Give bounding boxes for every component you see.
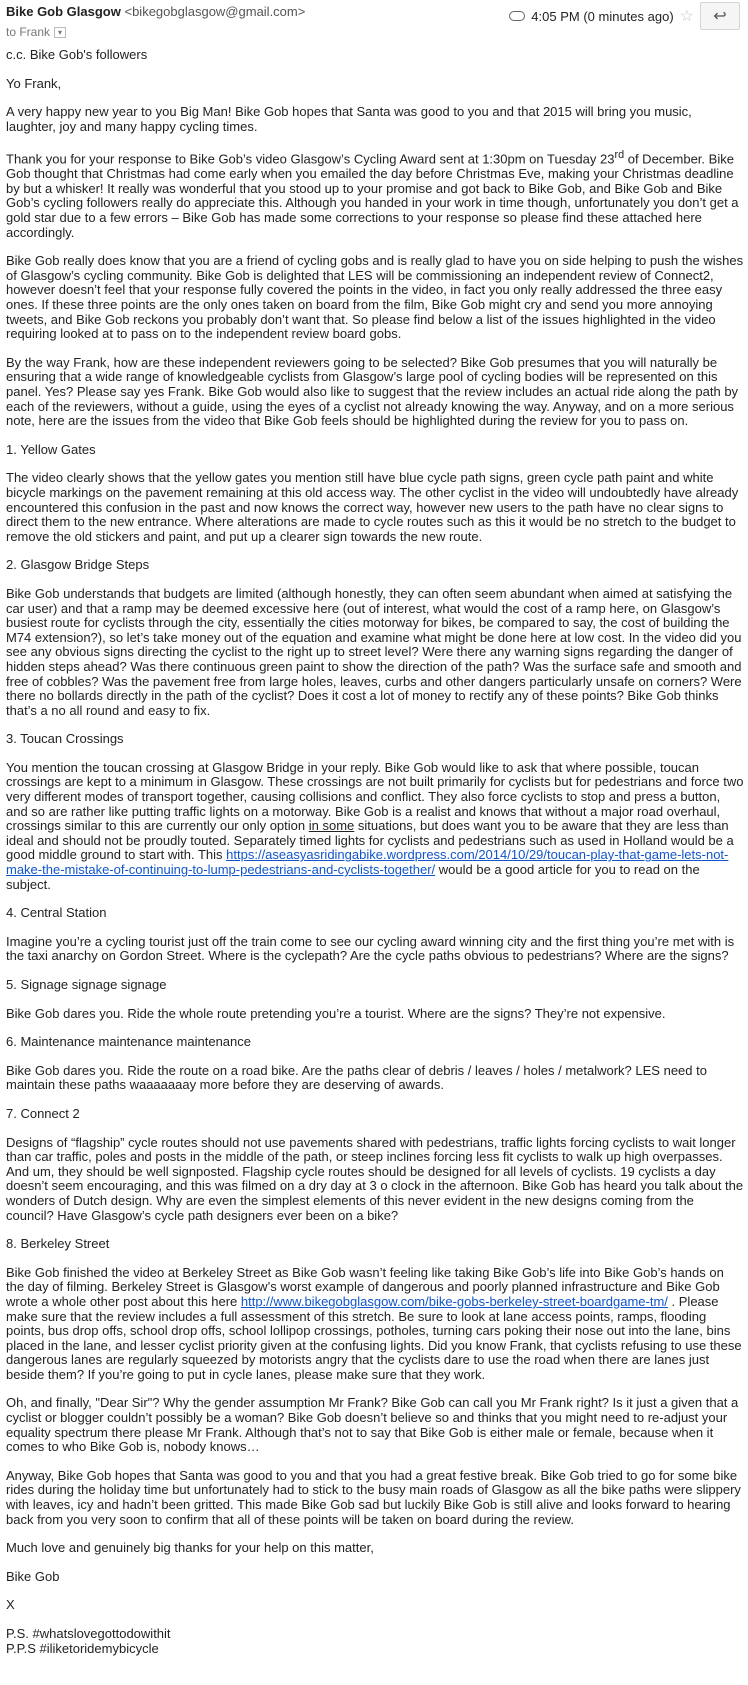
message-body — [6, 48, 744, 1656]
paragraph-6: Anyway, Bike Gob hopes that Santa was good to you and that you had a great festive break. Bike Gob tried to go for some bike rides during the holiday time but unfortunately had to stick to the busy main roads of Glasgow as all the bike paths were slippery with leaves, icy and hadn’t been gritted. This made Bike Gob sad but luckily Bike Gob is still alive and looks forward to hearing back from you very soon to confirm that all of these points will be taken on board during the review. — [6, 1467, 741, 1527]
paragraph-2-start: Thank you for your response to Bike Gob’s video Glasgow’s Cycling Award sent at 1:30pm on Tuesday 23 — [6, 151, 615, 167]
details-dropdown-icon[interactable]: ▾ — [54, 27, 66, 38]
section-text-3-b: situations, but does want you to be aware that they are less than ideal and should not be proudly touted. Separately timed lights for cyclists and pedestrians such as used in Holland would be a good middle ground to start with. This — [6, 818, 734, 863]
section-text-6: Bike Gob dares you. Ride the route on a road bike. Are the paths clear of debris / leaves / holes / metalwork? LES need to maintain these paths waaaaaaay more before they are deserving of awards. — [6, 1062, 707, 1093]
section-text-3-c: would be a good article for you to read on the subject. — [6, 862, 700, 892]
sign-off-line: Much love and genuinely big thanks for your help on this matter, — [6, 1540, 374, 1556]
timestamp: 4:05 PM (0 minutes ago) — [531, 8, 674, 24]
section-text-3-a: You mention the toucan crossing at Glasgow Bridge in your reply. Bike Gob would like to ask that where possible, toucan crossings are kept to a minimum in Glasgow. These crossings are not built primarily for cyclists but for pedestrians and force two very different modes of transport together, causing collisions and conflict. They also force cyclists to stop and press a button, and so are rather like putting traffic lights on a motorway. Bike Gob is a realist and knows that without a major road overhaul, crossings similar to this are currently our only option — [6, 759, 744, 834]
toucan-article-link[interactable]: https://aseasyasridingabike.wordpress.com/2014/10/29/toucan-play-that-game-lets-not-make-the-mistake-of-continuing-to-lump-pedestrians-and-cyclists-together/ — [6, 847, 729, 878]
reply-button[interactable] — [700, 2, 740, 30]
sender-name[interactable]: Bike Gob Glasgow — [6, 4, 121, 19]
paragraph-2-end: of December. Bike Gob thought that Christmas had come early when you emailed the day before Christmas Eve, making your Christmas deadline by but a whisker! It really was wonderful that you stood up to your promise and got back to Bike Gob, and Bike Gob and Bike Gob’s cycling followers really do appreciate this. Although you handed in your work in time though, unfortunately you don’t get a gold star due to a few errors – Bike Gob has made some corrections to your response so please find these attached here accordingly. — [6, 151, 739, 240]
star-icon[interactable]: ☆ — [679, 8, 694, 25]
sender-email: <bikegobglasgow@gmail.com> — [124, 4, 306, 19]
greeting: Yo Frank, — [6, 75, 62, 91]
section-heading-6: 6. Maintenance maintenance maintenance — [6, 1034, 251, 1050]
recipient-line — [6, 25, 66, 39]
kiss: X — [6, 1597, 15, 1613]
section-text-5: Bike Gob dares you. Ride the whole route pretending you’re a tourist. Where are the signs? They’re not expensive. — [6, 1005, 666, 1021]
section-heading-5: 5. Signage signage signage — [6, 977, 167, 993]
section-text-8 — [6, 1266, 744, 1383]
section-text-8-b: . Please make sure that the review includes a full assessment of this stretch. Be sure to look at lane access points, ramps, flooding points, bus drop offs, school drop offs, school lollipop crossings, potholes, turning cars poking their nose out into the lane, bins placed in the lane, and lesser cyclist priority given at the confusing lights. Did you know Frank, that cyclists refusing to use these dangerous lanes are regularly squeezed by motorists angry that the cyclists dare to use the road when there are lanes just beside them? If you’re going to put in cycle lanes, please make sure that they work. — [6, 1293, 742, 1382]
section-heading-3: 3. Toucan Crossings — [6, 731, 124, 747]
header-actions — [509, 2, 740, 30]
postscript-1: P.S. #whatslovegottodowithit — [6, 1626, 171, 1642]
paragraph-5: Oh, and finally, "Dear Sir"? Why the gender assumption Mr Frank? Bike Gob can call you Mr Frank right? Is it just a given that a cyclist or blogger couldn’t possibly be a woman? Bike Gob doesn’t believe so and thinks that you might need to re-adjust your equality spectrum there please Mr Frank. Although that’s not to say that Bike Gob is either male or female, because when it comes to who Bike Gob is, nobody knows… — [6, 1395, 739, 1455]
section-text-2: Bike Gob understands that budgets are limited (although honestly, they can often seem abundant when aimed at satisfying the car user) and that a ramp may be deemed excessive here (out of interest, what would the cost of a ramp here, on Glasgow’s busiest route for cyclists through the city, essentially the cities motorway for bikes, be compared to say, the cost of building the M74 extension?), so let’s take money out of the equation and examine what might be done here at low cost. In the video did you see any obvious signs directing the cyclist to the right up to street level? Were there any warning signs regarding the danger of hidden steps ahead? Was there continuous green paint to show the direction of the path? Was the surface safe and smooth and free of cobbles? Was the pavement free from large holes, leaves, curbs and other dangers particularly unsafe on corners? Were there no bollards directly in the path of the cyclist? Does it cost a lot of money to rectify any of these points? Bike Gob thinks that’s a no all round and easy to fix. — [6, 585, 742, 718]
signature: Bike Gob — [6, 1568, 60, 1584]
section-heading-4: 4. Central Station — [6, 905, 107, 921]
attachment-icon — [509, 11, 525, 21]
underlined-text: in some — [308, 818, 355, 834]
section-text-8-a: Bike Gob finished the video at Berkeley Street as Bike Gob wasn’t feeling like taking Bike Gob’s life into Bike Gob’s hands on the day of filming. Berkeley Street is Glasgow’s worst example of dangerous and poorly planned infrastructure and Bike Gob wrote a whole other post about this here — [6, 1264, 724, 1309]
message-header — [0, 0, 748, 44]
section-text-7: Designs of “flagship” cycle routes should not use pavements shared with pedestrians, traffic lights forcing cyclists to wait longer than car traffic, poles and posts in the middle of the path, or steep inclines forcing less fit cyclists to walk up high overpasses. And um, they should be well signposted. Flagship cycle routes should be designed for all levels of cyclists. 19 cyclists a day doesn’t seem encouraging, and this was filmed on a dry day at 3 o clock in the afternoon. Bike Gob has heard you talk about the wonders of Dutch design. Why are even the simplest elements of this never evident in the new designs coming from the council? Have Glasgow’s cycle path designers ever been on a bike? — [6, 1134, 744, 1223]
paragraph-1: A very happy new year to you Big Man! Bike Gob hopes that Santa was good to you and that 2015 will bring you music, laughter, joy and many happy cycling times. — [6, 104, 692, 134]
section-text-1: The video clearly shows that the yellow gates you mention still have blue cycle path signs, green cycle path paint and white bicycle markings on the pavement remaining at this old access way. The other cyclist in the video will undoubtedly have already encountered this confusion in the past and now knows the correct way, however new users to the path have no clear signs to direct them to the new entrance. Where alterations are made to cycle routes such as this it would be no stretch to the budget to remove the old stickers and paint, and put up a clearer sign towards the new route. — [6, 470, 739, 544]
reply-icon: ↩ — [713, 8, 727, 25]
berkeley-street-link[interactable]: http://www.bikegobglasgow.com/bike-gobs-berkeley-street-boardgame-tm/ — [240, 1293, 668, 1309]
section-heading-8: 8. Berkeley Street — [6, 1236, 110, 1252]
paragraph-2 — [6, 148, 744, 240]
cc-line: c.c. Bike Gob's followers — [6, 47, 148, 62]
section-text-3 — [6, 761, 744, 892]
paragraph-4: By the way Frank, how are these independent reviewers going to be selected? Bike Gob presumes that you will naturally be ensuring that a wide range of knowledgeable cyclists from Glasgow’s large pool of cycling bodies will be represented on this panel. Yes? Please say yes Frank. Bike Gob would also like to suggest that the review includes an actual ride along the path by each of the reviewers, without a guide, using the eyes of a cyclist not already knowing the way. Anyway, and on a more serious note, here are the issues from the video that Bike Gob feels should be highlighted during the review for you to pass on. — [6, 354, 739, 429]
section-heading-2: 2. Glasgow Bridge Steps — [6, 557, 150, 573]
date-suffix: rd — [614, 149, 625, 162]
paragraph-3: Bike Gob really does know that you are a friend of cycling gobs and is really glad to have you on side helping to push the wishes of Glasgow’s cycling community. Bike Gob is delighted that LES will be commissioning an independent review of Connect2, however doesn’t feel that your response fully covered the points in the video, in fact you only really addressed the three easy ones. If these three points are the only ones taken on board from the film, Bike Gob might cry and send you more annoying tweets, and Bike Gob reckons you probably don’t want that. So please find below a list of the issues highlighted in the video requiring looked at to pass on to the independent review board gobs. — [6, 253, 744, 342]
sender — [6, 4, 305, 19]
section-heading-7: 7. Connect 2 — [6, 1105, 80, 1121]
section-heading-1: 1. Yellow Gates — [6, 441, 96, 457]
postscript-2: P.P.S #iliketoridemybicycle — [6, 1640, 159, 1656]
section-text-4: Imagine you’re a cycling tourist just off the train come to see our cycling award winning city and the first thing you’re met with is the taxi anarchy on Gordon Street. Where is the cyclepath? Are the cycle paths obvious to pedestrians? Where are the signs? — [6, 933, 735, 964]
to-label: to Frank — [6, 25, 51, 39]
